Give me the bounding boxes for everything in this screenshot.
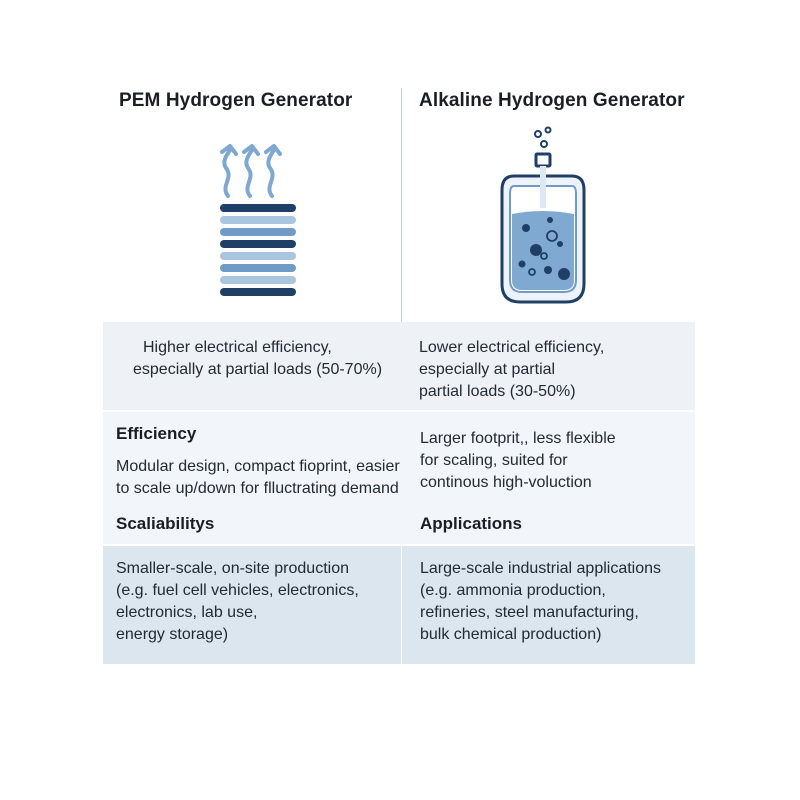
alkaline-column-title: Alkaline Hydrogen Generator [419, 90, 685, 111]
applications-heading: Applications [420, 514, 523, 533]
applications-divider [401, 546, 402, 664]
pem-stack-icon [214, 138, 302, 304]
bubbles-above-icon [535, 128, 551, 148]
pem-applications-text: Smaller-scale, on-site production (e.g. fuel cell vehicles, electronics, electronics, lab use, energy storage) [116, 560, 359, 643]
pem-efficiency-text: Higher electrical efficiency, especially at partial loads (50-70%) [133, 339, 383, 378]
membrane-layers [220, 204, 296, 296]
alkaline-applications-text: Large-scale industrial applications (e.g. ammonia production, refineries, steel manufacturing, bulk chemical production) [420, 560, 662, 643]
alkaline-tank-icon [492, 124, 592, 310]
scalability-heading: Scaliabilitys [116, 514, 215, 533]
alkaline-efficiency-text: Lower electrical efficiency, especially at partial partial loads (30-50%) [419, 339, 605, 400]
rising-gas-arrows-icon [222, 146, 280, 196]
efficiency-heading: Efficiency [116, 424, 197, 443]
pem-column-title: PEM Hydrogen Generator [119, 90, 353, 111]
alkaline-scalability-text: Larger footprit,, less flexible for scaling, suited for continous high-voluction [420, 430, 616, 491]
pem-scalability-text: Modular design, compact fioprint, easier to scale up/down for flluctrating demand [116, 458, 400, 497]
